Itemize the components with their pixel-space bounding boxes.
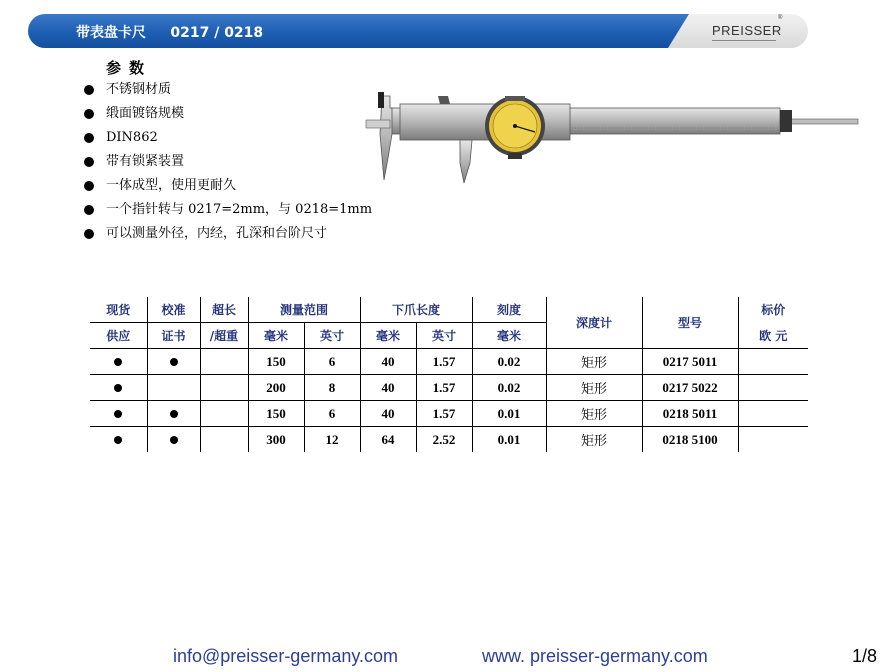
col-grad-header: 刻度 <box>496 303 521 317</box>
col-stock-header: 现货 <box>106 303 131 317</box>
range-inch-header: 英寸 <box>319 329 344 343</box>
stock-bullet-icon <box>114 358 122 366</box>
cert-bullet-icon <box>170 410 178 418</box>
cert-bullet-icon <box>170 436 178 444</box>
logo-underline <box>712 40 776 41</box>
jaw-inch-header: 英寸 <box>431 329 456 343</box>
table-subheader-row: 供应 证书 /超重 毫米 英寸 毫米 英寸 毫米 欧 元 <box>90 323 808 349</box>
feature-item: 可以测量外径，内经，孔深和台阶尺寸 <box>82 224 372 248</box>
grad-mm-header: 毫米 <box>496 329 521 343</box>
feature-item: DIN862 <box>82 128 372 152</box>
bullet-icon <box>84 85 94 95</box>
col-over-header: 超长 <box>211 303 236 317</box>
footer-website-link[interactable]: www. preisser-germany.com <box>482 646 708 666</box>
page-title: 带表盘卡尺 0217 / 0218 <box>76 25 264 41</box>
stock-bullet-icon <box>114 384 122 392</box>
col-range-header: 测量范围 <box>279 303 328 317</box>
col-cert-header: 校准 <box>161 303 186 317</box>
feature-item: 不锈钢材质 <box>82 80 372 104</box>
cert-bullet-icon <box>170 358 178 366</box>
preisser-logo: PREISSER <box>712 23 782 38</box>
col-depth-header: 深度计 <box>575 316 612 330</box>
header-banner <box>28 12 808 50</box>
table-row: 150 6 40 1.57 0.01 矩形 0218 5011 <box>90 401 808 427</box>
table-row: 300 12 64 2.52 0.01 矩形 0218 5100 <box>90 427 808 453</box>
params-heading: 参数 <box>106 59 153 77</box>
bullet-icon <box>84 181 94 191</box>
feature-item: 带有锁紧装置 <box>82 152 372 176</box>
table-header-row <box>90 297 808 323</box>
bullet-icon <box>84 109 94 119</box>
table-row: 150 6 40 1.57 0.02 矩形 0217 5011 <box>90 349 808 375</box>
col-jaw-header: 下爪长度 <box>391 303 440 317</box>
table-row: 200 8 40 1.57 0.02 矩形 0217 5022 <box>90 375 808 401</box>
bullet-icon <box>84 205 94 215</box>
range-mm-header: 毫米 <box>263 329 288 343</box>
col-model-header: 型号 <box>677 316 702 330</box>
jaw-mm-header: 毫米 <box>375 329 400 343</box>
page-number: 1/8 <box>852 646 878 666</box>
spec-table <box>90 297 808 452</box>
feature-item: 一体成型，使用更耐久 <box>82 176 372 200</box>
stock-bullet-icon <box>114 410 122 418</box>
stock-bullet-icon <box>114 436 122 444</box>
bullet-icon <box>84 229 94 239</box>
footer-email-link[interactable]: info@preisser-germany.com <box>173 646 399 666</box>
registered-mark: ® <box>778 15 783 21</box>
col-price-header: 标价 <box>761 303 786 318</box>
feature-item: 一个指针转与 0217=2mm，与 0218=1mm <box>82 200 372 224</box>
bullet-icon <box>84 157 94 167</box>
feature-item: 缎面镀铬规模 <box>82 104 372 128</box>
feature-list <box>82 80 372 248</box>
dial-caliper-image <box>360 88 860 188</box>
bullet-icon <box>84 133 94 143</box>
